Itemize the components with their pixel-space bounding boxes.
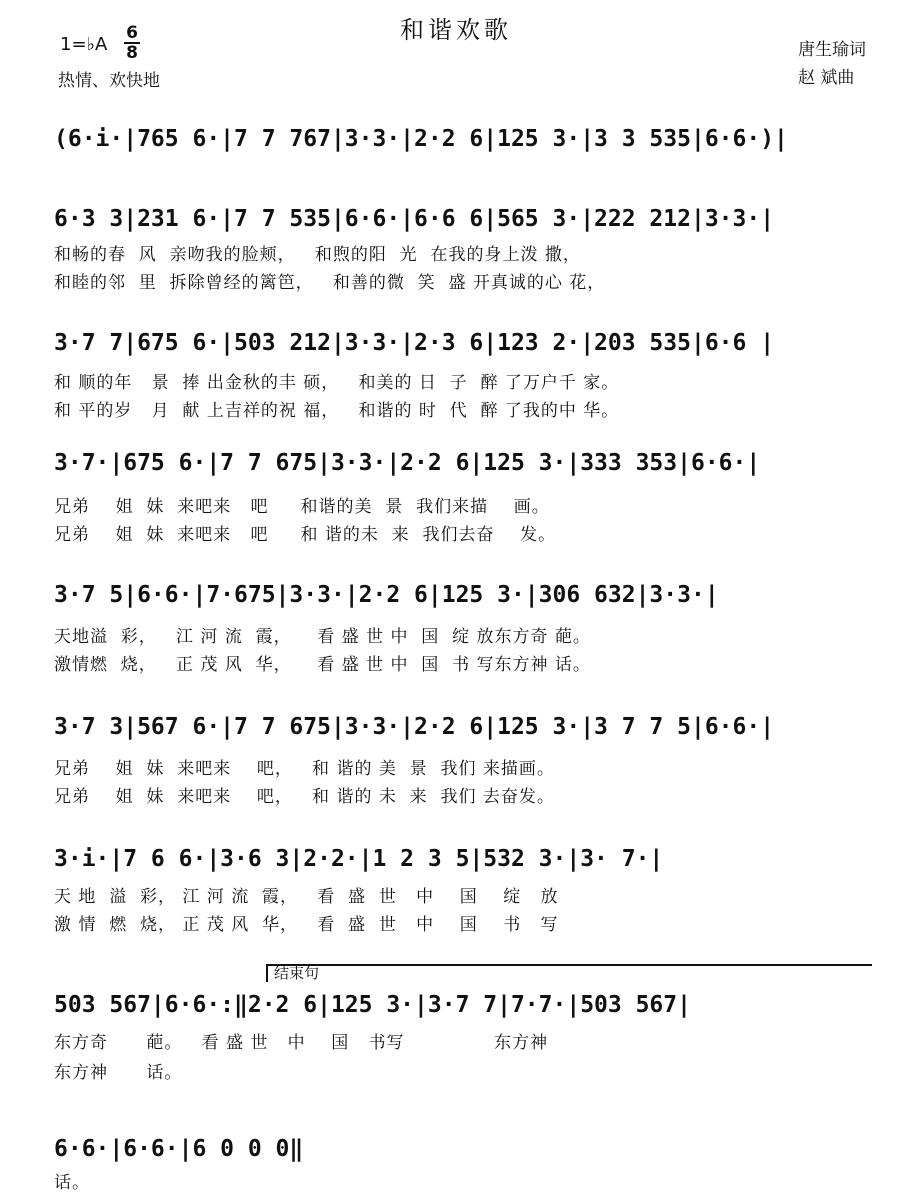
notation-text: 3·i·|7 6 6·|3·6 3|2·2·|1 2 3 5|532 3·|3· 7·|	[54, 846, 664, 872]
ending-label: 结束句	[274, 964, 320, 982]
notation-line	[54, 198, 884, 238]
notation-text: 3·7 5|6·6·|7·675|3·3·|2·2 6|125 3·|306 632|3·3·|	[54, 582, 719, 608]
tempo-marking: 热情、欢快地	[58, 71, 160, 91]
lyric-verse-1: 兄弟 姐 妹 来吧来 吧 和谐的美 景 我们来描 画。	[54, 497, 550, 517]
lyric-verse-1: 话。	[54, 1173, 90, 1193]
notation-line	[54, 838, 884, 878]
lyric-verse-1: 和畅的春 风 亲吻我的脸颊， 和煦的阳 光 在我的身上泼 撒，	[54, 245, 581, 265]
lyric-verse-1: 东方奇 葩。 看 盛 世 中 国 书写 东方神	[54, 1033, 549, 1053]
credits	[798, 36, 866, 92]
notation-text: 3·7 3|567 6·|7 7 675|3·3·|2·2 6|125 3·|3 7 7 5|6·6·|	[54, 714, 775, 740]
notation-line	[54, 1128, 884, 1168]
notation-text: 6·6·|6·6·|6 0 0 0‖	[54, 1136, 304, 1162]
lyric-verse-2: 兄弟 姐 妹 来吧来 吧， 和 谐的 未 来 我们 去奋发。	[54, 787, 555, 807]
notation-line	[54, 574, 884, 614]
notation-text: 3·7 7|675 6·|503 212|3·3·|2·3 6|123 2·|203 535|6·6 |	[54, 330, 775, 356]
meter-bottom: 8	[126, 43, 138, 63]
notation-line	[54, 984, 884, 1024]
lyric-verse-2: 激 情 燃 烧， 正 茂 风 华， 看 盛 世 中 国 书 写	[54, 915, 559, 935]
notation-line	[54, 442, 884, 482]
time-signature	[124, 24, 140, 62]
lyric-verse-2: 和 平的岁 月 献 上吉祥的祝 福， 和谐的 时 代 醉 了我的中 华。	[54, 401, 620, 421]
notation-text: 503 567|6·6·:‖2·2 6|125 3·|3·7 7|7·7·|503 567|	[54, 992, 691, 1018]
lyricist-credit: 唐生瑜词	[798, 40, 866, 60]
meter-top: 6	[126, 23, 138, 43]
lyric-verse-1: 和 顺的年 景 捧 出金秋的丰 硕， 和美的 日 子 醉 了万户千 家。	[54, 373, 620, 393]
notation-line	[54, 322, 884, 362]
lyric-verse-1: 兄弟 姐 妹 来吧来 吧， 和 谐的 美 景 我们 来描画。	[54, 759, 555, 779]
notation-text: 6·3 3|231 6·|7 7 535|6·6·|6·6 6|565 3·|222 212|3·3·|	[54, 206, 775, 232]
lyric-verse-2: 和睦的邻 里 拆除曾经的篱笆， 和善的微 笑 盛 开真诚的心 花，	[54, 273, 606, 293]
lyric-verse-1: 天 地 溢 彩， 江 河 流 霞， 看 盛 世 中 国 绽 放	[54, 887, 559, 907]
notation-text: 3·7·|675 6·|7 7 675|3·3·|2·2 6|125 3·|333 353|6·6·|	[54, 450, 761, 476]
lyric-verse-2: 东方神 话。	[54, 1063, 183, 1083]
notation-line	[54, 118, 884, 158]
composer-credit: 赵 斌曲	[798, 68, 855, 88]
lyric-verse-2: 兄弟 姐 妹 来吧来 吧 和 谐的未 来 我们去奋 发。	[54, 525, 557, 545]
song-title: 和谐欢歌	[400, 16, 512, 44]
key-signature: 1=♭A	[60, 34, 108, 55]
ending-bracket	[266, 964, 872, 982]
notation-text: (6·i·|765 6·|7 7 767|3·3·|2·2 6|125 3·|3 3 535|6·6·)|	[54, 126, 788, 152]
lyric-verse-1: 天地溢 彩， 江 河 流 霞， 看 盛 世 中 国 绽 放东方奇 葩。	[54, 627, 591, 647]
lyric-verse-2: 激情燃 烧， 正 茂 风 华， 看 盛 世 中 国 书 写东方神 话。	[54, 655, 591, 675]
notation-line	[54, 706, 884, 746]
